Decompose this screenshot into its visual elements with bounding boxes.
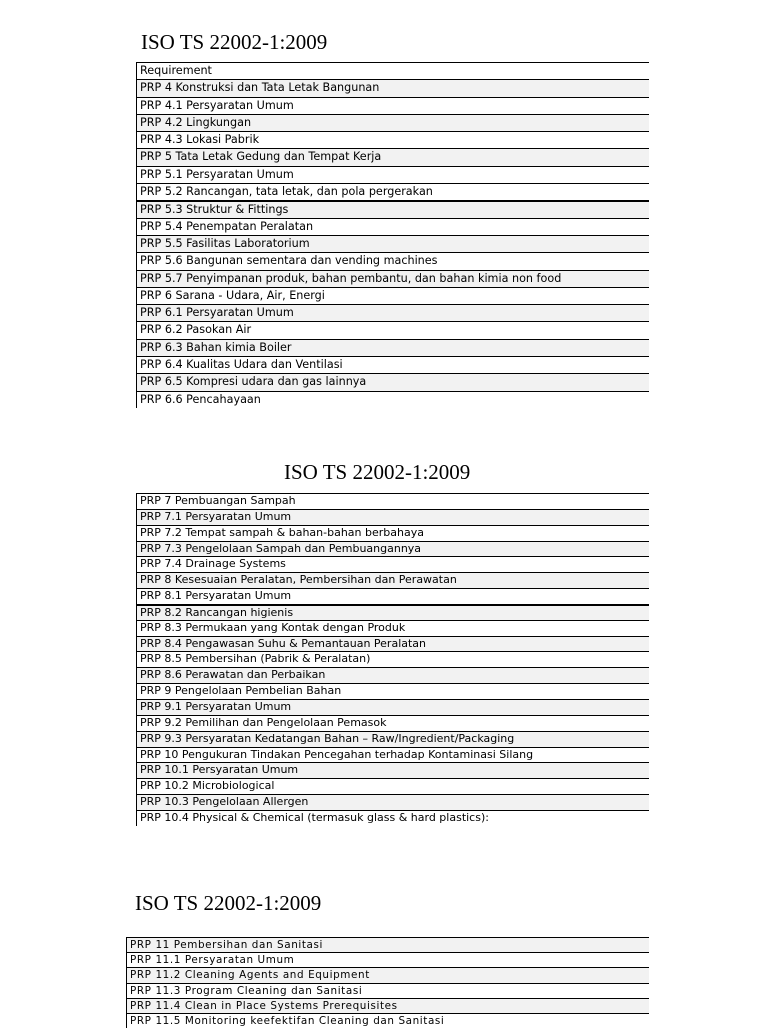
table-row: PRP 6.1 Persyaratan Umum <box>137 304 649 321</box>
table-row: PRP 5 Tata Letak Gedung dan Tempat Kerja <box>137 148 649 165</box>
table-row: PRP 8.5 Pembersihan (Pabrik & Peralatan) <box>137 651 649 667</box>
table-row: PRP 10 Pengukuran Tindakan Pencegahan terhadap Kontaminasi Silang <box>137 747 649 763</box>
requirements-table-2 <box>136 493 649 826</box>
table-row: PRP 6.5 Kompresi udara dan gas lainnya <box>137 373 649 390</box>
table-row: PRP 11 Pembersihan dan Sanitasi <box>127 937 649 952</box>
table-row: PRP 10.3 Pengelolaan Allergen <box>137 794 649 810</box>
table-row: Requirement <box>137 62 649 79</box>
table-row: PRP 9 Pengelolaan Pembelian Bahan <box>137 683 649 699</box>
table-row: PRP 8.1 Persyaratan Umum <box>137 588 649 604</box>
table-row: PRP 11.3 Program Cleaning dan Sanitasi <box>127 983 649 998</box>
table-row: PRP 7.2 Tempat sampah & bahan-bahan berbahaya <box>137 525 649 541</box>
table-row: PRP 4.3 Lokasi Pabrik <box>137 131 649 148</box>
table-row: PRP 7.3 Pengelolaan Sampah dan Pembuangannya <box>137 541 649 557</box>
table-row: PRP 5.4 Penempatan Peralatan <box>137 218 649 235</box>
table-row: PRP 5.6 Bangunan sementara dan vending machines <box>137 252 649 269</box>
table-row: PRP 8.4 Pengawasan Suhu & Pemantauan Peralatan <box>137 636 649 652</box>
table-row: PRP 4.1 Persyaratan Umum <box>137 97 649 114</box>
section-3-title: ISO TS 22002-1:2009 <box>135 891 322 915</box>
table-row: PRP 7 Pembuangan Sampah <box>137 493 649 509</box>
table-row: PRP 6.3 Bahan kimia Boiler <box>137 339 649 356</box>
table-row: PRP 11.2 Cleaning Agents and Equipment <box>127 967 649 982</box>
table-row: PRP 5.7 Penyimpanan produk, bahan pembantu, dan bahan kimia non food <box>137 270 649 287</box>
table-row: PRP 4 Konstruksi dan Tata Letak Bangunan <box>137 79 649 96</box>
table-row: PRP 5.1 Persyaratan Umum <box>137 166 649 183</box>
table-row: PRP 7.1 Persyaratan Umum <box>137 509 649 525</box>
table-row: PRP 7.4 Drainage Systems <box>137 556 649 572</box>
requirements-table-3 <box>126 937 649 1028</box>
table-row: PRP 8 Kesesuaian Peralatan, Pembersihan dan Perawatan <box>137 572 649 588</box>
table-row: PRP 10.1 Persyaratan Umum <box>137 762 649 778</box>
table-row: PRP 9.1 Persyaratan Umum <box>137 699 649 715</box>
table-row: PRP 10.4 Physical & Chemical (termasuk glass & hard plastics): <box>137 810 649 826</box>
requirements-table-1 <box>136 62 649 408</box>
table-row: PRP 8.2 Rancangan higienis <box>137 604 649 620</box>
table-row: PRP 6.2 Pasokan Air <box>137 321 649 338</box>
section-1-title: ISO TS 22002-1:2009 <box>141 30 328 54</box>
table-row: PRP 4.2 Lingkungan <box>137 114 649 131</box>
table-row: PRP 9.3 Persyaratan Kedatangan Bahan – Raw/Ingredient/Packaging <box>137 731 649 747</box>
section-2-title: ISO TS 22002-1:2009 <box>284 460 471 484</box>
table-row: PRP 11.5 Monitoring keefektifan Cleaning dan Sanitasi <box>127 1013 649 1028</box>
table-row: PRP 9.2 Pemilihan dan Pengelolaan Pemasok <box>137 715 649 731</box>
table-row: PRP 8.3 Permukaan yang Kontak dengan Produk <box>137 620 649 636</box>
table-row: PRP 6.6 Pencahayaan <box>137 391 649 408</box>
table-row: PRP 5.2 Rancangan, tata letak, dan pola pergerakan <box>137 183 649 200</box>
table-row: PRP 8.6 Perawatan dan Perbaikan <box>137 667 649 683</box>
table-row: PRP 6.4 Kualitas Udara dan Ventilasi <box>137 356 649 373</box>
table-row: PRP 5.3 Struktur & Fittings <box>137 200 649 217</box>
table-row: PRP 11.1 Persyaratan Umum <box>127 952 649 967</box>
table-row: PRP 10.2 Microbiological <box>137 778 649 794</box>
table-row: PRP 11.4 Clean in Place Systems Prerequisites <box>127 998 649 1013</box>
table-row: PRP 6 Sarana - Udara, Air, Energi <box>137 287 649 304</box>
table-row: PRP 5.5 Fasilitas Laboratorium <box>137 235 649 252</box>
